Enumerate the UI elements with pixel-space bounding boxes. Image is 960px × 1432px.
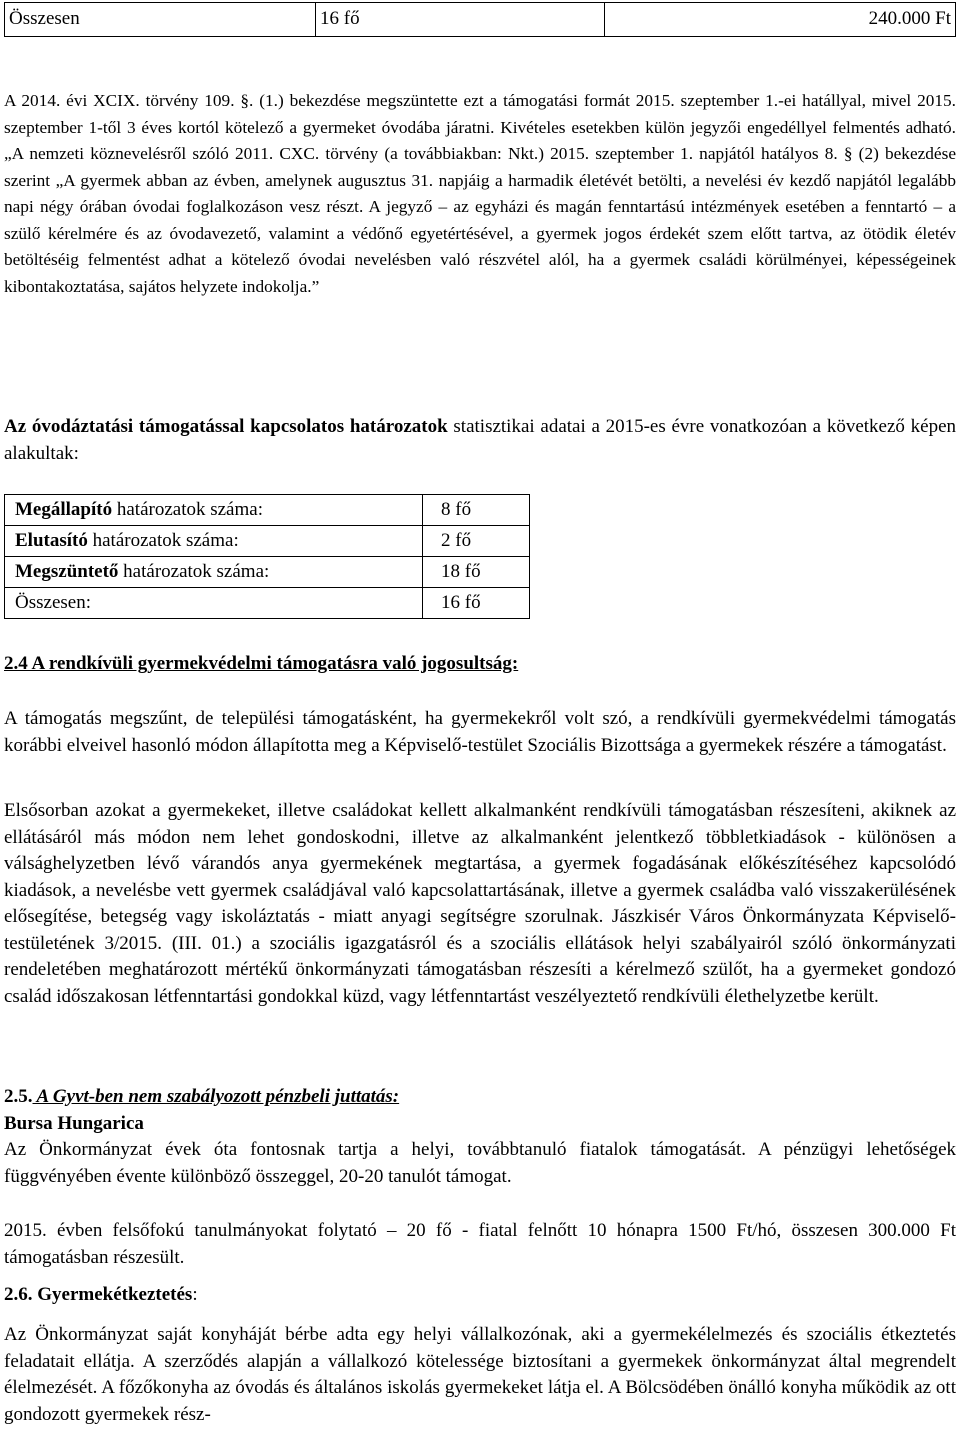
section-2-6-p1-block xyxy=(4,1322,956,1428)
stats-label xyxy=(5,526,423,557)
section-2-5-subtitle: Bursa Hungarica xyxy=(4,1112,144,1134)
section-2-5-title: A Gyvt-ben nem szabályozott pénzbeli juttatás: xyxy=(32,1086,400,1107)
stats-value: 2 fő xyxy=(423,526,530,557)
section-2-4-paragraph-1: A támogatás megszűnt, de települési támogatásként, ha gyermekekről volt szó, a rendkívüli gyermekvédelmi támogatás korábbi elveivel hasonló módon állapította meg a Képviselő-testület Szociális Bizottsága a gyermekek részére a támogatást. xyxy=(4,708,956,756)
section-2-6-heading xyxy=(4,1282,956,1309)
stats-label-text: határozatok száma: xyxy=(112,498,263,520)
stats-label-text: határozatok száma: xyxy=(87,529,239,551)
law-paragraph-block xyxy=(4,88,956,300)
stats-label xyxy=(5,495,423,526)
table-row xyxy=(5,3,956,37)
stats-intro-rest: statisztikai adatai a 2015-es évre vonatkozóan a következő képen alakultak: xyxy=(4,416,956,464)
stats-label-bold: Elutasító xyxy=(15,529,88,551)
section-2-4 xyxy=(4,651,956,678)
stats-value: 16 fő xyxy=(423,588,530,619)
summary-table xyxy=(4,2,956,37)
stats-label xyxy=(5,557,423,588)
section-2-6-colon: : xyxy=(192,1284,198,1305)
summary-count: 16 fő xyxy=(316,3,605,37)
stats-intro-bold: Az óvodáztatási támogatással kapcsolatos határozatok xyxy=(4,416,448,437)
section-2-4-title: 2.4 A rendkívüli gyermekvédelmi támogatásra való jogosultság: xyxy=(4,653,519,674)
section-2-6-title: 2.6. Gyermekétkeztetés xyxy=(4,1284,193,1305)
stats-label-text: Összesen: xyxy=(15,591,91,613)
section-2-4-paragraph-2: Elsősorban azokat a gyermekeket, illetve családokat kellett alkalmanként rendkívüli támogatásban részesíteni, akiknek az ellátásáról más módon nem lehet gondoskodni, illetve az alkalmanként jelentkező többletkiadások - különösen a válsághelyzetben lévő várandós anya gyermekének megtartása, a gyermek fogadásának előkészítéséhez kapcsolódó kiadások, a nevelésbe vett gyermek családjával való kapcsolattartásának, illetve a gyermek családba való visszakerülésének elősegítése, betegség vagy iskoláztatás - miatt anyagi segítségre szorulnak. Jászkisér Város Önkormányzata Képviselő-testületének 3/2015. (III. 01.) a szociális igazgatásról és a szociális ellátások helyi szabályairól szóló önkormányzati rendeletében meghatározott mértékű önkormányzati támogatásban részesíti a kérelmező szülőt, ha a gyermeket gondozó család időszakosan létfenntartási gondokkal küzd, vagy létfenntartást veszélyeztető rendkívüli élethelyzetbe került. xyxy=(4,800,956,1007)
section-2-5-number: 2.5. xyxy=(4,1086,33,1107)
section-2-5-heading xyxy=(4,1084,956,1111)
section-2-6 xyxy=(4,1282,956,1309)
section-2-5-p2-block xyxy=(4,1218,956,1271)
law-paragraph: A 2014. évi XCIX. törvény 109. §. (1.) bekezdése megszüntette ezt a támogatási formát 2015. szeptember 1.-ei hatállyal, mivel 2015. szeptember 1-től 3 éves kortól kötelező a gyermeket óvodába járatni. Kivételes esetekben külön jegyzői engedéllyel felmentés adható. „A nemzeti köznevelésről szóló 2011. CXC. törvény (a továbbiakban: Nkt.) 2015. szeptember 1. napjától hatályos 8. § (2) bekezdése szerint „A gyermek abban az évben, amelynek augusztus 31. napjáig a harmadik életévét betölti, a nevelési év kezdő napjától legalább napi négy órában óvodai foglalkozáson vesz részt. A jegyző – az egyházi és magán fenntartású intézmények esetében a fenntartó – a szülő kérelmére és az óvodavezető, valamint a védőnő egyetértésével, a gyermek jogos érdekét szem előtt tartva, az ötödik életév betöltéséig felmentést adhat a kötelező óvodai nevelésben való részvétel alól, ha a gyermek családi körülményei, képességeinek kibontakoztatása, sajátos helyzete indokolja.” xyxy=(4,91,956,296)
stats-label-text: határozatok száma: xyxy=(118,560,270,582)
summary-amount: 240.000 Ft xyxy=(605,3,956,37)
summary-label: Összesen xyxy=(5,3,316,37)
stats-label-bold: Megállapító xyxy=(15,498,113,520)
table-row xyxy=(5,495,530,526)
stats-value: 18 fő xyxy=(423,557,530,588)
stats-value: 8 fő xyxy=(423,495,530,526)
stats-label xyxy=(5,588,423,619)
stats-label-bold: Megszüntető xyxy=(15,560,119,582)
section-2-4-p2-block xyxy=(4,798,956,1010)
section-2-5 xyxy=(4,1084,956,1190)
table-row xyxy=(5,557,530,588)
stats-table xyxy=(4,494,530,619)
table-row xyxy=(5,588,530,619)
section-2-5-paragraph-2: 2015. évben felsőfokú tanulmányokat folytató – 20 fő - fiatal felnőtt 10 hónapra 1500 Ft/hó, összesen 300.000 Ft támogatásban részesült. xyxy=(4,1220,956,1268)
section-2-4-p1-block xyxy=(4,706,956,759)
section-2-6-paragraph-1: Az Önkormányzat saját konyháját bérbe adta egy helyi vállalkozónak, aki a gyermekélelmezés és szociális étkeztetés feladatait ellátja. A szerződés alapján a vállalkozó kötelessége biztosítani a gyermekek önkormányzat által megrendelt élelmezését. A főzőkonyha az óvodás és általános iskolás gyermekeket látja el. A Bölcsödében önálló konyha működik az ott gondozott gyermekek rész- xyxy=(4,1324,956,1425)
stats-intro-block xyxy=(4,414,956,467)
stats-intro xyxy=(4,414,956,467)
table-row xyxy=(5,526,530,557)
section-2-5-paragraph-1: Az Önkormányzat évek óta fontosnak tartja a helyi, továbbtanuló fiatalok támogatását. A pénzügyi lehetőségek függvényében évente különböző összeggel, 20-20 tanulót támogat. xyxy=(4,1139,956,1187)
